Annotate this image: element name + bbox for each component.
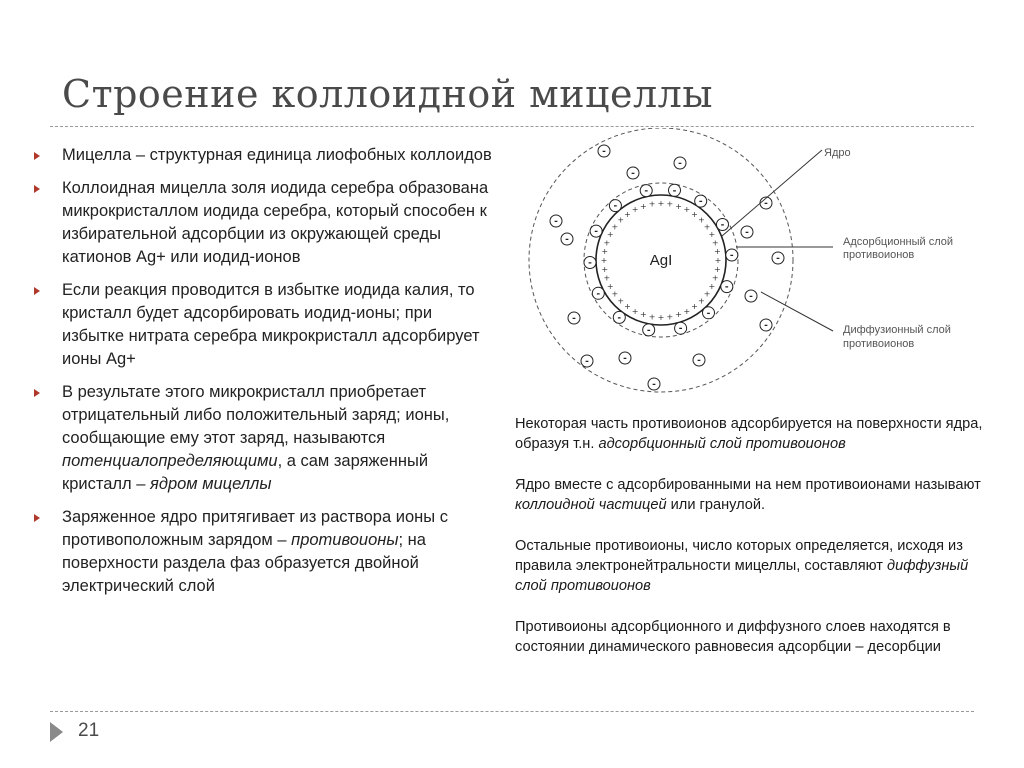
positive-charge: + xyxy=(640,201,647,211)
footer-divider xyxy=(50,711,974,712)
positive-charge: + xyxy=(648,199,656,209)
bullet-item xyxy=(34,144,494,167)
counterion-sign: - xyxy=(764,199,768,209)
counterion-sign: - xyxy=(776,254,780,264)
positive-charge: + xyxy=(611,222,619,232)
counterion-sign: - xyxy=(613,201,618,212)
positive-charge: + xyxy=(703,222,711,232)
text-run: Остальные противоионы, число которых определяется, исходя из правила электронейтральности мицеллы, составляют xyxy=(515,538,963,574)
explanation-paragraph xyxy=(515,536,985,596)
positive-charge: + xyxy=(697,296,705,306)
bullet-item xyxy=(34,177,494,269)
bullet-arrow-icon xyxy=(34,389,40,397)
positive-charge: + xyxy=(600,256,608,265)
positive-charge: + xyxy=(640,310,647,320)
positive-charge: + xyxy=(708,281,716,291)
explanation-paragraph xyxy=(515,414,985,454)
counterion-sign: - xyxy=(646,325,651,336)
counterion xyxy=(550,215,562,227)
counterion-sign: - xyxy=(602,147,606,157)
positive-charge: + xyxy=(713,247,721,257)
counterion xyxy=(772,252,784,264)
adsorption-callout-label: противоионов xyxy=(843,249,915,261)
positive-charge: + xyxy=(657,199,665,208)
positive-charge: + xyxy=(708,230,716,240)
counterion xyxy=(760,319,772,331)
emphasized-term: потенциалопределяющими xyxy=(62,452,278,470)
counterion xyxy=(584,257,596,269)
counterion xyxy=(568,312,580,324)
counterion-sign: - xyxy=(724,282,729,293)
core-callout-label: Ядро xyxy=(824,147,851,159)
positive-charge: + xyxy=(714,256,722,265)
text-run: , а сам заряженный кристалл – xyxy=(62,452,429,493)
counterion-sign: - xyxy=(749,292,753,302)
positive-charge: + xyxy=(606,281,614,291)
bullet-list xyxy=(34,144,494,608)
bullet-item xyxy=(34,279,494,371)
positive-charge: + xyxy=(601,264,609,274)
adsorption-callout-label: Адсорбционный слой xyxy=(843,236,954,248)
emphasized-term: ядром мицеллы xyxy=(150,475,272,493)
counterion-sign: - xyxy=(644,186,649,197)
positive-charge: + xyxy=(631,205,639,215)
text-run: Противоионы адсорбционного и диффузного слоев находятся в состоянии динамического равновесия адсорбции – десорбции xyxy=(515,619,951,655)
text-run: Мицелла – структурная единица лиофобных коллоидов xyxy=(62,146,492,164)
bullet-item xyxy=(34,506,494,598)
counterion-sign: - xyxy=(572,314,576,324)
counterion-sign: - xyxy=(698,197,703,208)
positive-charge: + xyxy=(617,215,625,225)
counterion-sign: - xyxy=(729,251,734,261)
counterion-sign: - xyxy=(588,258,592,269)
emphasized-term: адсорбционный слой противоионов xyxy=(598,436,846,452)
core-leader-line xyxy=(722,150,822,236)
positive-charge: + xyxy=(601,247,609,257)
positive-charge: + xyxy=(617,296,625,306)
bullet-item xyxy=(34,381,494,496)
counterion-sign: - xyxy=(617,313,622,324)
counterion xyxy=(613,311,625,323)
positive-charge: + xyxy=(603,273,611,283)
counterion xyxy=(648,378,660,390)
counterion xyxy=(674,157,686,169)
emphasized-term: диффузный слой противоионов xyxy=(515,558,969,594)
counterion xyxy=(561,233,573,245)
positive-charge: + xyxy=(683,306,691,316)
emphasized-term: коллоидной частицей xyxy=(515,497,667,513)
counterion-sign: - xyxy=(764,321,768,331)
counterion xyxy=(693,354,705,366)
bullet-arrow-icon xyxy=(34,152,40,160)
positive-charge: + xyxy=(683,205,691,215)
text-run: Коллоидная мицелла золя иодида серебра образована микрокристаллом иодида серебра, который способен к избирательной адсорбции из окружающей среды катионов Ag+ или иодид-ионов xyxy=(62,179,489,266)
text-run: Заряженное ядро притягивает из раствора ионы с противоположным зарядом – xyxy=(62,508,448,549)
text-run: Если реакция проводится в избытке иодида калия, то кристалл будет адсорбировать иодид-ионы; при избытке нитрата серебра микрокристалл адсорбирует ионы Ag+ xyxy=(62,281,480,368)
bullet-arrow-icon xyxy=(34,185,40,193)
bullet-arrow-icon xyxy=(34,287,40,295)
positive-charge: + xyxy=(691,302,698,312)
core-label: AgI xyxy=(649,252,673,269)
counterion-sign: - xyxy=(565,235,569,245)
footer-arrow-icon xyxy=(50,722,63,742)
counterion-sign: - xyxy=(672,186,677,197)
title-divider xyxy=(50,126,974,127)
text-run: В результате этого микрокристалл приобретает отрицательный либо положительный заряд; ионы, сообщающие ему этот заряд, называются xyxy=(62,383,450,447)
diffuse-callout-label: противоионов xyxy=(843,338,915,350)
counterion xyxy=(695,195,707,207)
counterion-sign: - xyxy=(596,289,601,300)
counterion xyxy=(609,200,621,212)
positive-charge: + xyxy=(697,215,705,225)
slide-number: 21 xyxy=(78,720,100,741)
positive-charge: + xyxy=(606,230,614,240)
positive-charge: + xyxy=(711,238,719,248)
counterion xyxy=(598,145,610,157)
counterion xyxy=(675,322,687,334)
emphasized-term: противоионы xyxy=(291,531,399,549)
counterion-sign: - xyxy=(697,356,701,366)
positive-charge: + xyxy=(666,312,674,322)
positive-charge: + xyxy=(711,273,719,283)
positive-charge: + xyxy=(713,264,721,274)
text-run: Некоторая часть противоионов адсорбируется на поверхности ядра, образуя т.н. xyxy=(515,416,983,452)
counterion xyxy=(741,226,753,238)
bullet-arrow-icon xyxy=(34,514,40,522)
counterion-sign: - xyxy=(594,227,598,238)
explanation-text xyxy=(515,414,985,678)
counterion-sign: - xyxy=(585,357,589,367)
diffuse-callout-label: Диффузионный слой xyxy=(843,324,951,336)
positive-charge: + xyxy=(675,201,682,211)
text-run: или гранулой. xyxy=(666,497,766,513)
text-run: ; на поверхности раздела фаз образуется двойной электрический слой xyxy=(62,531,426,595)
positive-charge: + xyxy=(691,209,698,219)
counterion xyxy=(726,249,738,261)
counterion xyxy=(590,225,602,237)
counterion xyxy=(703,307,715,319)
counterion-sign: - xyxy=(631,169,635,179)
counterion-sign: - xyxy=(623,354,627,364)
positive-charge: + xyxy=(675,310,682,320)
positive-charge: + xyxy=(624,209,631,219)
positive-charge: + xyxy=(631,306,639,316)
counterion xyxy=(745,290,757,302)
positive-charge: + xyxy=(611,289,619,299)
counterion xyxy=(643,324,655,336)
counterion xyxy=(581,355,593,367)
counterion xyxy=(619,352,631,364)
counterion-sign: - xyxy=(706,308,711,319)
slide-title: Строение коллоидной мицеллы xyxy=(62,72,713,116)
micelle-diagram xyxy=(510,128,990,400)
explanation-paragraph xyxy=(515,475,985,515)
positive-charge: + xyxy=(624,302,631,312)
counterion-sign: - xyxy=(678,324,683,335)
text-run: Ядро вместе с адсорбированными на нем противоионами называют xyxy=(515,477,981,493)
counterion-sign: - xyxy=(652,380,656,390)
positive-charge: + xyxy=(603,238,611,248)
positive-charge: + xyxy=(703,289,711,299)
explanation-paragraph xyxy=(515,617,985,657)
counterion xyxy=(627,167,639,179)
counterion xyxy=(721,281,733,293)
counterion xyxy=(640,185,652,197)
counterion xyxy=(669,184,681,196)
counterion-sign: - xyxy=(554,217,558,227)
positive-charge: + xyxy=(648,312,656,322)
counterion-sign: - xyxy=(720,220,725,231)
counterion-sign: - xyxy=(678,159,682,169)
positive-charge: + xyxy=(666,199,674,209)
counterion xyxy=(592,287,604,299)
counterion-sign: - xyxy=(745,228,749,238)
positive-charge: + xyxy=(657,313,665,322)
counterion xyxy=(717,219,729,231)
